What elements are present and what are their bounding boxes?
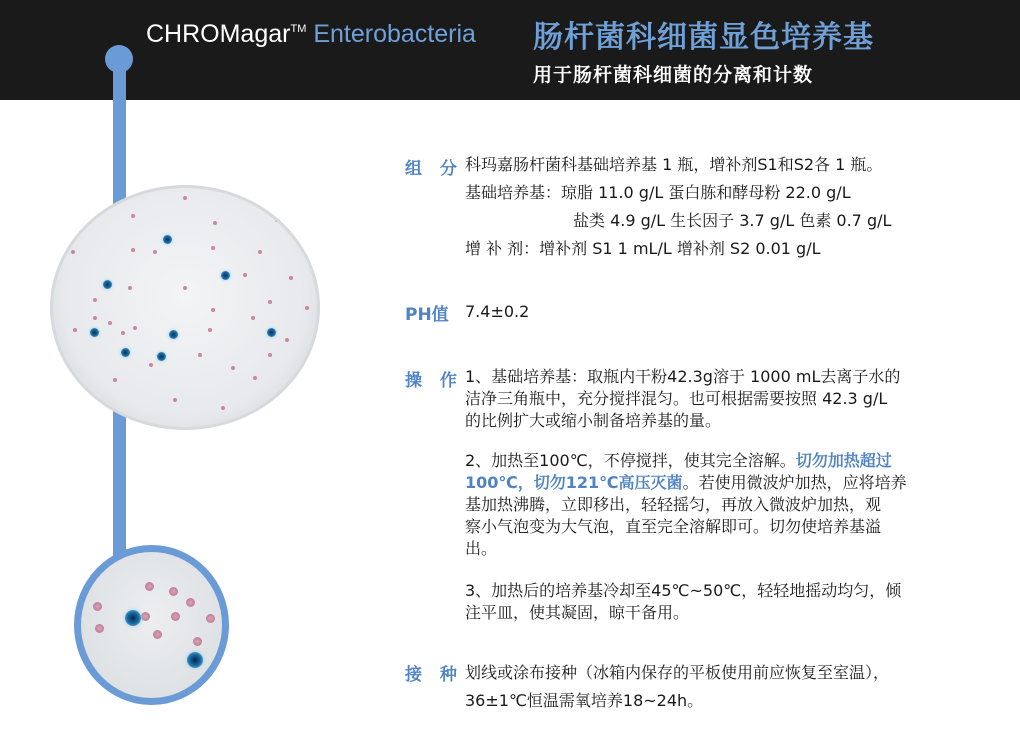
operation-p2-line-4: 察小气泡变为大气泡，直至完全溶解即可。切勿使培养基溢 [465,517,882,536]
petri-dish-closeup-image [74,545,229,705]
ph-value: 7.4±0.2 [465,302,530,321]
inoculation-line-2: 36±1℃恒温需氧培养18~24h。 [465,691,704,710]
operation-label: 操 作 [405,371,463,391]
composition-line-2: 基础培养基：琼脂 11.0 g/L 蛋白胨和酵母粉 22.0 g/L [465,183,851,202]
operation-p3-line-2: 注平皿，使其凝固，晾干备用。 [465,603,690,622]
brand-logo [146,20,476,49]
petri-dish-image [50,185,320,430]
operation-p2-line-3: 基加热沸腾，立即移出，轻轻摇匀，再放入微波炉加热，观 [465,495,882,514]
operation-p1-line-1: 1、基础培养基：取瓶内干粉42.3g溶于 1000 mL去离子水的 [465,367,901,386]
operation-p2-line-5: 出。 [465,539,498,558]
inoculation-label: 接 种 [405,665,463,685]
inoculation-line-1: 划线或涂布接种（冰箱内保存的平板使用前应恢复至室温）， [465,663,890,682]
header-bar [0,0,1020,100]
composition-line-1: 科玛嘉肠杆菌科基础培养基 1 瓶，增补剂S1和S2各 1 瓶。 [465,155,883,174]
operation-p3-line-1: 3、加热后的培养基冷却至45℃~50℃，轻轻地摇动均匀，倾 [465,581,902,600]
composition-label: 组 分 [405,159,463,179]
page-title: 肠杆菌科细菌显色培养基 [533,20,874,55]
ph-label: PH值 [405,305,449,325]
brand-main: CHROMagar [146,20,291,48]
warning-text-2: 100℃，切勿121℃高压灭菌 [465,473,683,492]
timeline-dot [105,45,133,73]
operation-p1-line-2: 洁净三角瓶中，充分搅拌混匀。也可根据需要按照 42.3 g/L [465,389,888,408]
composition-line-4: 增 补 剂：增补剂 S1 1 mL/L 增补剂 S2 0.01 g/L [465,239,821,258]
brand-sub: Enterobacteria [313,20,476,48]
page-subtitle: 用于肠杆菌科细菌的分离和计数 [533,64,814,86]
composition-line-3: 盐类 4.9 g/L 生长因子 3.7 g/L 色素 0.7 g/L [573,211,892,230]
operation-p2-line-2: 100℃，切勿121℃高压灭菌。若使用微波炉加热，应将培养 [465,473,907,492]
warning-text: 切勿加热超过 [795,451,892,470]
operation-p1-line-3: 的比例扩大或缩小制备培养基的量。 [465,411,722,430]
operation-p2-line-1: 2、加热至100℃，不停搅拌，使其完全溶解。切勿加热超过 [465,451,892,470]
brand-tm: TM [290,23,307,35]
